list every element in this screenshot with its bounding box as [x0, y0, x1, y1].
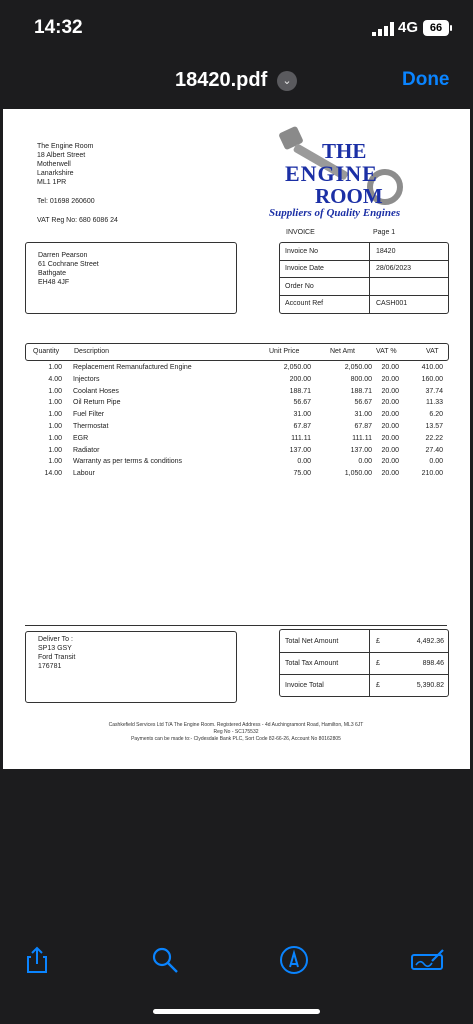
- signal-icon: [372, 22, 396, 36]
- item-desc: EGR: [73, 434, 89, 442]
- address-line: ML1 1PR: [37, 179, 67, 186]
- item-desc: Coolant Hoses: [73, 387, 119, 395]
- item-vatp: 20.00: [381, 458, 399, 466]
- customer-address-box: [25, 242, 237, 314]
- done-button[interactable]: Done: [402, 69, 450, 90]
- item-unit: 137.00: [289, 446, 311, 454]
- logo-text: THE: [322, 139, 367, 163]
- item-row: [25, 376, 447, 386]
- item-unit: 2,050.00: [283, 364, 311, 371]
- detail-row: [280, 278, 448, 296]
- customer-line: 61 Cochrane Street: [38, 261, 99, 268]
- item-net: 0.00: [358, 458, 372, 466]
- invoice-footer: [25, 722, 447, 743]
- total-label: Invoice Total: [285, 682, 324, 689]
- detail-value: 28/06/2023: [376, 265, 412, 272]
- address-line: Motherwell: [37, 161, 71, 168]
- item-vat: 13.57: [425, 423, 443, 430]
- deliver-line: 176781: [38, 663, 62, 670]
- title-bar: [0, 60, 473, 100]
- item-net: 800.00: [350, 375, 372, 383]
- pdf-page: [3, 109, 470, 769]
- total-currency: £: [376, 682, 380, 689]
- chevron-down-icon[interactable]: ⌄: [277, 71, 297, 91]
- markup-icon[interactable]: [279, 945, 309, 975]
- item-qty: 1.00: [48, 387, 62, 395]
- total-label: Total Tax Amount: [285, 660, 339, 667]
- item-desc: Oil Return Pipe: [73, 399, 121, 407]
- item-net: 137.00: [350, 446, 372, 454]
- item-row: [25, 435, 447, 445]
- item-unit: 56.67: [293, 399, 311, 407]
- invoice-details: [279, 242, 449, 314]
- item-qty: 1.00: [48, 364, 62, 371]
- detail-value: 18420: [376, 248, 396, 255]
- search-icon[interactable]: [150, 945, 180, 975]
- item-row: [25, 470, 447, 480]
- item-row: [25, 458, 447, 468]
- total-value: 5,390.82: [416, 682, 444, 689]
- item-unit: 111.11: [291, 434, 311, 442]
- sign-icon[interactable]: [410, 945, 446, 975]
- col-unit-price: Unit Price: [269, 348, 300, 355]
- company-tel: Tel: 01698 260600: [37, 198, 95, 205]
- deliver-line: Deliver To :: [38, 636, 73, 643]
- col-vat: VAT: [426, 348, 439, 355]
- item-net: 67.87: [354, 423, 372, 430]
- item-vat: 0.00: [429, 458, 443, 466]
- item-vat: 22.22: [425, 434, 443, 442]
- deliver-line: SP13 GSY: [38, 645, 72, 652]
- logo-text: ROOM: [315, 184, 383, 208]
- company-address: [37, 142, 93, 187]
- company-logo: [267, 123, 437, 221]
- item-vatp: 20.00: [381, 434, 399, 442]
- document-type: INVOICE: [286, 229, 315, 236]
- item-vat: 160.00: [421, 375, 443, 383]
- item-vatp: 20.00: [381, 411, 399, 419]
- customer-line: Darren Pearson: [38, 252, 88, 259]
- item-qty: 1.00: [48, 446, 62, 454]
- item-vat: 210.00: [421, 470, 443, 478]
- item-unit: 67.87: [293, 423, 311, 430]
- item-vatp: 20.00: [381, 423, 399, 430]
- detail-row: [280, 243, 448, 261]
- item-desc: Warranty as per terms & conditions: [73, 458, 183, 466]
- total-row: [280, 674, 448, 696]
- document-title[interactable]: 18420.pdf: [175, 69, 268, 91]
- total-value: 4,492.36: [416, 638, 444, 645]
- logo-text: ENGINE: [285, 161, 378, 186]
- deliver-line: Ford Transit: [38, 654, 76, 661]
- battery-icon: 66: [423, 20, 449, 36]
- item-unit: 75.00: [293, 470, 311, 478]
- col-description: Description: [74, 348, 110, 355]
- item-row: [25, 399, 447, 409]
- share-icon[interactable]: [22, 945, 52, 975]
- address-line: The Engine Room: [37, 143, 94, 150]
- item-net: 2,050.00: [344, 364, 372, 371]
- item-row: [25, 411, 447, 421]
- item-desc: Fuel Filter: [73, 411, 105, 419]
- clock-time: 14:32: [34, 17, 83, 38]
- address-line: Lanarkshire: [37, 170, 74, 177]
- detail-label: Account Ref: [285, 300, 324, 307]
- items-header: [25, 343, 449, 361]
- logo-tagline: Suppliers of Quality Engines: [269, 207, 401, 219]
- total-row: [280, 652, 448, 675]
- detail-row: [280, 260, 448, 278]
- item-vat: 6.20: [429, 411, 443, 419]
- footer-line: Reg No - SC175532: [213, 729, 259, 735]
- vat-reg: VAT Reg No: 680 6086 24: [37, 217, 118, 224]
- item-vatp: 20.00: [381, 387, 399, 395]
- item-qty: 14.00: [44, 470, 62, 478]
- deliver-to-box: [25, 631, 237, 703]
- item-qty: 4.00: [48, 375, 62, 383]
- item-qty: 1.00: [48, 434, 62, 442]
- col-net-amount: Net Amt: [330, 348, 355, 355]
- item-qty: 1.00: [48, 399, 62, 407]
- item-net: 111.11: [352, 434, 372, 442]
- item-net: 188.71: [350, 387, 372, 395]
- item-vatp: 20.00: [381, 364, 399, 371]
- detail-row: [280, 295, 448, 312]
- item-desc: Radiator: [73, 446, 100, 454]
- item-unit: 188.71: [289, 387, 311, 395]
- item-desc: Thermostat: [73, 423, 109, 430]
- footer-line: Payments can be made to:- Clydesdale Bank PLC, Sort Code 82-66-26, Account No 80162805: [131, 736, 341, 742]
- totals-box: [279, 629, 449, 697]
- detail-value: CASH001: [376, 300, 408, 307]
- item-desc: Labour: [73, 470, 95, 478]
- total-value: 898.46: [422, 660, 444, 667]
- col-quantity: Quantity: [33, 348, 60, 355]
- total-label: Total Net Amount: [285, 638, 339, 645]
- item-vat: 11.33: [426, 399, 443, 407]
- footer-line: Cashkefield Services Ltd T/A The Engine Room. Registered Address - 4d Auchingramont Road, Hamilton, ML3 6JT: [108, 722, 364, 728]
- item-qty: 1.00: [48, 411, 62, 419]
- total-row: [280, 630, 448, 653]
- item-vat: 27.40: [425, 446, 443, 454]
- page-number: Page 1: [373, 229, 396, 236]
- detail-label: Invoice Date: [285, 265, 324, 272]
- customer-line: EH48 4JF: [38, 279, 70, 286]
- item-row: [25, 364, 447, 374]
- item-row: [25, 447, 447, 457]
- address-line: 18 Albert Street: [37, 152, 86, 159]
- item-row: [25, 423, 447, 433]
- item-desc: Injectors: [73, 375, 100, 383]
- item-qty: 1.00: [48, 458, 62, 466]
- network-type: 4G: [398, 19, 419, 36]
- home-indicator[interactable]: [153, 1009, 320, 1014]
- item-row: [25, 388, 447, 398]
- item-vat: 410.00: [421, 364, 443, 371]
- item-vatp: 20.00: [381, 375, 399, 383]
- item-net: 56.67: [354, 399, 372, 407]
- item-unit: 31.00: [293, 411, 311, 419]
- col-vat-percent: VAT %: [376, 348, 397, 355]
- total-currency: £: [376, 638, 380, 645]
- item-qty: 1.00: [48, 423, 62, 430]
- item-net: 31.00: [354, 411, 372, 419]
- status-bar: [0, 0, 473, 56]
- total-currency: £: [376, 660, 380, 667]
- item-vat: 37.74: [425, 387, 443, 395]
- detail-label: Order No: [285, 283, 314, 290]
- customer-line: Bathgate: [38, 270, 67, 277]
- item-net: 1,050.00: [344, 470, 372, 478]
- item-vatp: 20.00: [381, 399, 399, 407]
- item-vatp: 20.00: [381, 470, 399, 478]
- item-desc: Replacement Remanufactured Engine: [73, 364, 192, 371]
- detail-label: Invoice No: [285, 248, 319, 255]
- item-unit: 0.00: [297, 458, 311, 466]
- item-unit: 200.00: [289, 375, 311, 383]
- item-vatp: 20.00: [381, 446, 399, 454]
